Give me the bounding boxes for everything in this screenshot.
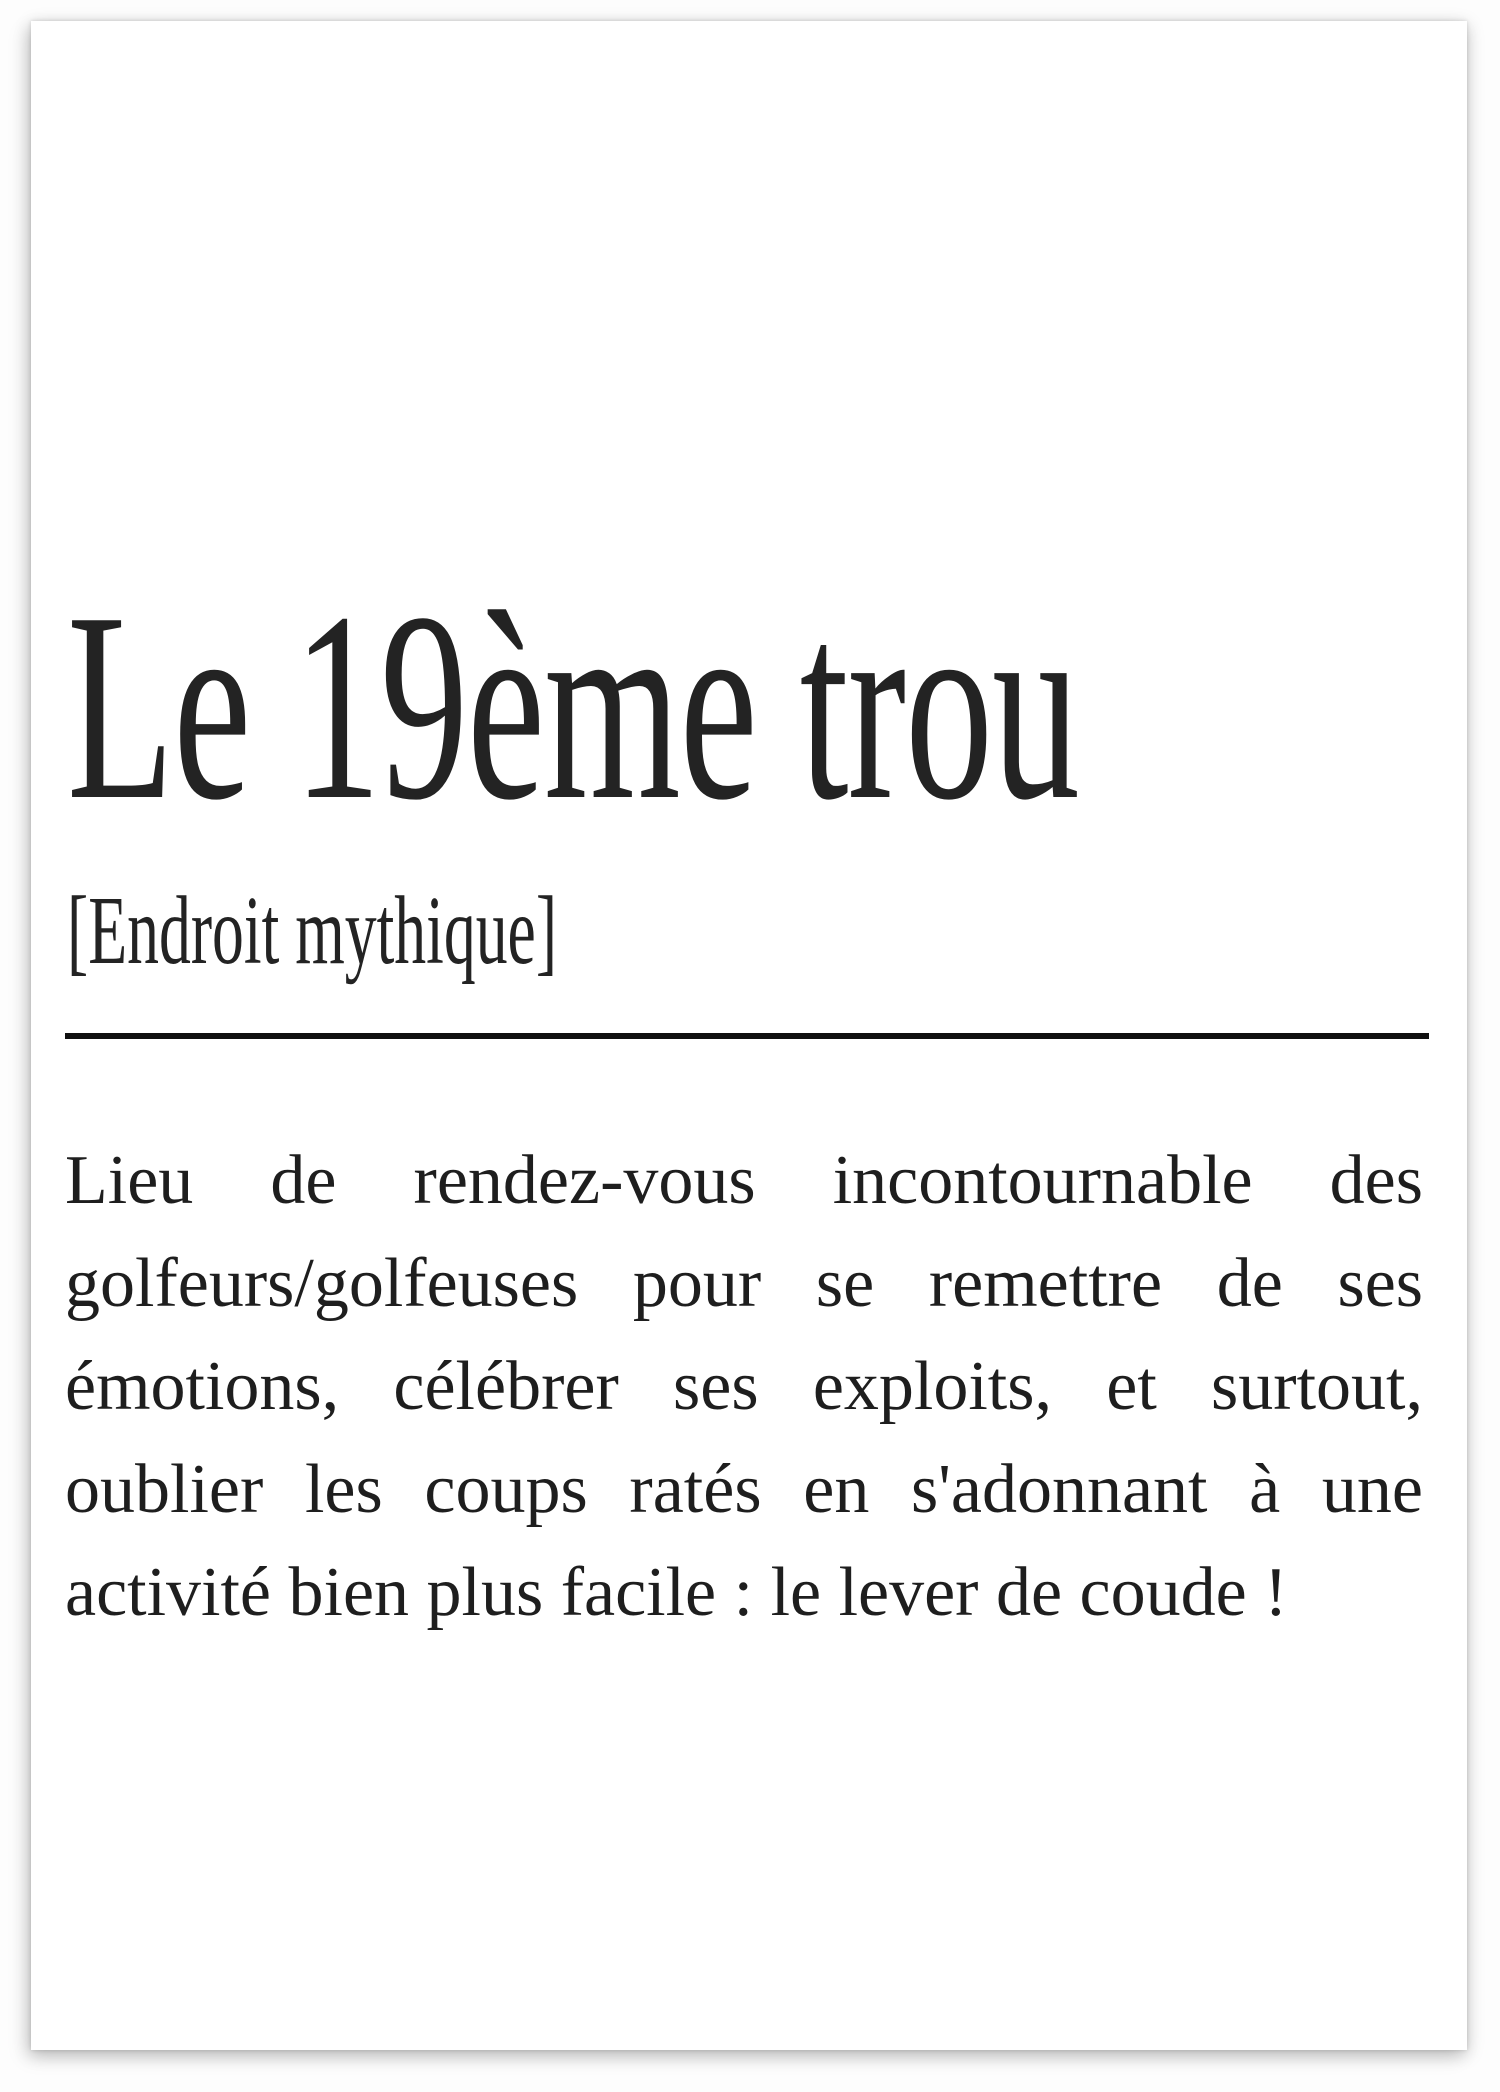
poster [31, 21, 1467, 2050]
divider-line [65, 1033, 1429, 1039]
poster-subtitle: [Endroit mythique] [67, 877, 558, 985]
definition-line: activité bien plus facile : le lever de coude ! [65, 1554, 1288, 1631]
definition-line: oublier les coups ratés en s'adonnant à une [65, 1451, 1423, 1528]
definition-line: golfeurs/golfeuses pour se remettre de ses [65, 1245, 1423, 1322]
definition-paragraph [65, 1129, 1423, 1644]
definition-line: émotions, célébrer ses exploits, et surtout, [65, 1348, 1423, 1425]
definition-line: Lieu de rendez-vous incontournable des [65, 1142, 1423, 1219]
poster-title: Le 19ème trou [67, 557, 1079, 856]
